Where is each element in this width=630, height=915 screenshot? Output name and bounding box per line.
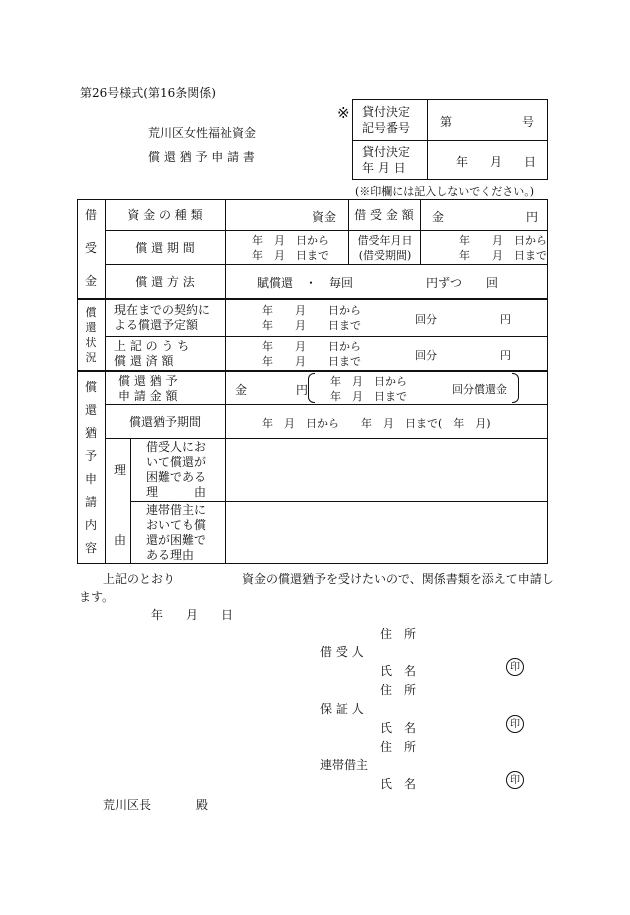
group-label-borrowed: 借 受 金	[84, 208, 97, 288]
date-day: 日	[221, 608, 234, 622]
group-label-deferral-request: 償 還 猶 予 申 請 内 容	[84, 380, 97, 555]
form-number: 第26号様式(第16条関係)	[80, 86, 216, 100]
defer-period-label: 償還猶予期間	[128, 414, 201, 429]
borrow-date-value: 年 月 日から 年 月 日まで	[459, 234, 547, 262]
decision-date-day: 日	[524, 155, 537, 169]
borrow-amount-prefix: 金	[432, 210, 445, 224]
bracket-left	[308, 373, 315, 403]
repay-method-times: 回	[486, 276, 499, 290]
statement-body: 資金の償還猶予を受けたいので、関係書類を添えて申請し	[242, 572, 554, 586]
fund-type-label: 資 金 の 種 類	[127, 208, 203, 222]
planned-amount-period: 年 月 日から 年 月 日まで	[262, 304, 361, 332]
guarantor-name-label: 氏 名	[380, 721, 417, 735]
borrow-date-label: 借受年月日 (借受期間)	[357, 234, 413, 262]
date-month: 月	[186, 608, 199, 622]
reason-label-bottom: 由	[114, 533, 127, 547]
decision-date-year: 年	[456, 155, 469, 169]
defer-amount-yen: 円	[296, 383, 309, 397]
guarantor-label: 保 証 人	[320, 702, 364, 716]
group-label-repayment-status: 償 還 状 況	[85, 306, 97, 364]
reason-borrower-label: 借受人にお いて償還が 困難である 理 由	[146, 440, 207, 499]
repay-period-value: 年 月 日から 年 月 日まで	[252, 234, 329, 262]
borrower-label: 借 受 人	[320, 645, 364, 659]
addressee: 荒川区長	[103, 798, 152, 812]
guarantor-seal: 印	[506, 715, 524, 733]
planned-installments: 回分	[415, 313, 437, 326]
planned-amount-label: 現在までの契約に よる償還予定額	[114, 303, 211, 332]
page-title-line1: 荒川区女性福祉資金	[148, 126, 257, 140]
repay-method-value: 賦償還 ・ 毎回	[257, 276, 354, 290]
paid-amount-label: 上 記 の う ち 償 還 済 額	[114, 339, 190, 368]
borrow-amount-suffix: 円	[526, 210, 539, 224]
borrower-seal: 印	[506, 658, 524, 676]
seal-note: (※印欄には記入しないでください。)	[355, 185, 535, 198]
decision-number-suffix: 号	[522, 115, 535, 129]
repay-period-label: 償 還 期 間	[135, 240, 195, 255]
fund-type-suffix: 資金	[312, 210, 337, 224]
bracket-right	[512, 373, 519, 403]
defer-period-value: 年 月 日から 年 月 日まで( 年 月)	[262, 417, 491, 430]
joint-borrower-label: 連帯借主	[320, 758, 369, 772]
date-year: 年	[151, 608, 164, 622]
borrow-amount-label: 借 受 金 額	[354, 208, 414, 222]
guarantor-address-label: 住 所	[380, 683, 417, 697]
defer-amount-prefix: 金	[235, 383, 248, 397]
addressee-honorific: 殿	[196, 798, 209, 812]
reason-guarantor-label: 連帯借主に おいても償 還が困難で ある理由	[146, 503, 207, 562]
reason-guarantor-field[interactable]	[226, 502, 547, 563]
statement-start: 上記のとおり	[103, 572, 176, 586]
asterisk-mark: ※	[337, 104, 350, 122]
defer-amount-tail: 回分償還金	[452, 383, 507, 396]
defer-amount-label: 償 還 猶 予 申 請 金 額	[118, 374, 178, 403]
joint-name-label: 氏 名	[380, 777, 417, 791]
page-title-line2: 償 還 猶 予 申 請 書	[148, 150, 255, 164]
paid-amount-period: 年 月 日から 年 月 日まで	[262, 340, 361, 368]
joint-seal: 印	[506, 771, 524, 789]
borrower-address-label: 住 所	[380, 627, 417, 641]
decision-number-prefix: 第	[440, 115, 453, 129]
paid-installments: 回分	[415, 349, 437, 362]
decision-number-label: 貸付決定 記号番号	[362, 105, 411, 135]
paid-yen: 円	[500, 349, 511, 362]
decision-date-month: 月	[490, 155, 503, 169]
planned-yen: 円	[500, 313, 511, 326]
repay-method-label: 償 還 方 法	[135, 274, 195, 289]
reason-borrower-field[interactable]	[226, 439, 547, 500]
reason-label-top: 理	[114, 463, 127, 477]
defer-amount-period: 年 月 日から 年 月 日まで	[330, 375, 407, 403]
joint-address-label: 住 所	[380, 740, 417, 754]
statement-end: ます。	[79, 590, 115, 604]
borrower-name-label: 氏 名	[380, 664, 417, 678]
repay-method-yen: 円ずつ	[426, 276, 463, 290]
decision-date-label: 貸付決定 年 月 日	[362, 145, 411, 175]
